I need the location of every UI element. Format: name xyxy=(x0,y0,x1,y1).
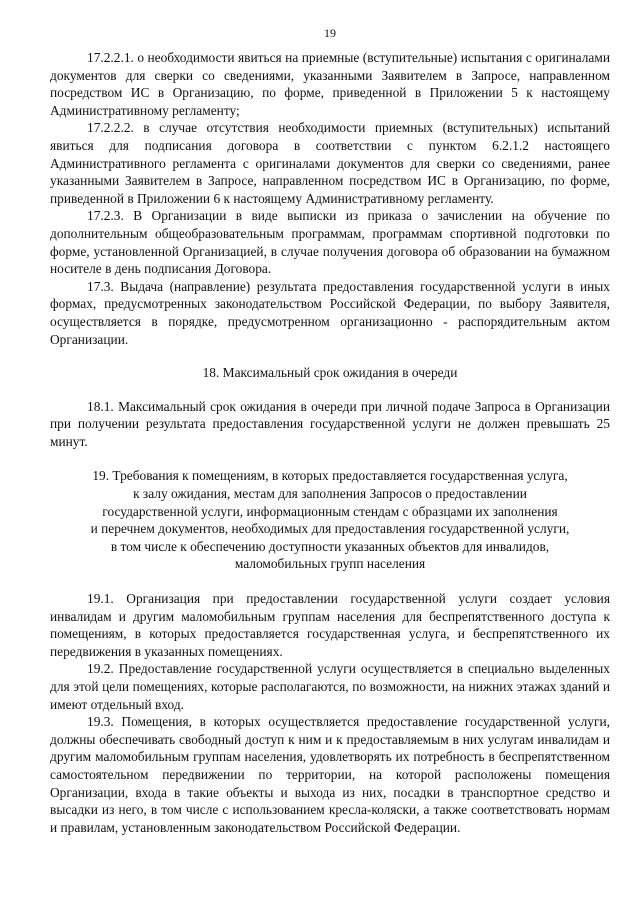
paragraph-17-2-2-2: 17.2.2.2. в случае отсутствия необходимости приемных (вступительных) испытаний явиться для подписания договора в соответствии с пунктом 6.2.1.2 настоящего Административного регламента с оригиналами документов для сверки со сведениями, ранее указанными Заявителем в Запросе, направленном посредством ИС в Организацию, по форме, приведенной в Приложении 6 к настоящему Административному регламенту. xyxy=(50,120,610,206)
paragraph-19-1: 19.1. Организация при предоставлении государственной услуги создает условия инвалидам и другим маломобильным группам населения для беспрепятственного доступа к помещениям, в которых предоставляется государственная услуга, и беспрепятственного их передвижения в указанных помещениях. xyxy=(50,591,610,659)
heading-19-line: государственной услуги, информационным стендам с образцами их заполнения xyxy=(102,503,558,519)
heading-19-line: и перечнем документов, необходимых для предоставления государственной услуги, xyxy=(90,521,570,537)
paragraph-19-2: 19.2. Предоставление государственной услуги осуществляется в специально выделенных для этой цели помещениях, которые располагаются, по возможности, на нижних этажах зданий и имеют отдельный вход. xyxy=(50,661,610,712)
paragraph-17-2-3: 17.2.3. В Организации в виде выписки из приказа о зачислении на обучение по дополнительным общеобразовательным программам, программам спортивной подготовки по форме, установленной Организацией, в случае получения договора об образовании на бумажном носителе в день подписания Договора. xyxy=(50,208,610,277)
section-heading-19 xyxy=(50,467,610,573)
paragraph-19-3: 19.3. Помещения, в которых осуществляется предоставление государственной услуги, должны обеспечивать свободный доступ к ним и к предоставляемым в них услугам инвалидам и другим маломобильным группам населения, удовлетворять их потребность в беспрепятственном самостоятельном передвижении по территории, на которой расположены помещения Организации, входа в такие объекты и выхода из них, посадки в транспортное средство и высадки из него, в том числе с использованием кресла-коляски, а также соответствовать нормам и правилам, установленным законодательством Российской Федерации. xyxy=(50,714,610,835)
paragraph-17-3: 17.3. Выдача (направление) результата предоставления государственной услуги в иных формах, предусмотренных законодательством Российской Федерации, по выбору Заявителя, осуществляется в порядке, предусмотренном организационно - распорядительным актом Организации. xyxy=(50,278,610,347)
heading-19-line: в том числе к обеспечению доступности указанных объектов для инвалидов, xyxy=(110,538,550,554)
section-heading-18: 18. Максимальный срок ожидания в очереди xyxy=(202,365,458,381)
heading-19-line: к залу ожидания, местам для заполнения Запросов о предоставлении xyxy=(133,486,527,502)
document-body xyxy=(50,49,610,836)
paragraph-17-2-2-1: 17.2.2.1. о необходимости явиться на приемные (вступительные) испытания с оригиналами документов для сверки со сведениями, указанными Заявителем в Запросе, направленном посредством ИС в Организацию, по форме, приведенной в Приложении 5 к настоящему Административному регламенту; xyxy=(50,50,610,118)
page-number: 19 xyxy=(324,26,336,40)
heading-19-line: 19. Требования к помещениям, в которых предоставляется государственная услуга, xyxy=(92,468,568,484)
paragraph-18-1: 18.1. Максимальный срок ожидания в очереди при личной подаче Запроса в Организации при получении результата предоставления государственной услуги не должен превышать 25 минут. xyxy=(50,398,610,449)
heading-19-line: маломобильных групп населения xyxy=(234,556,426,572)
